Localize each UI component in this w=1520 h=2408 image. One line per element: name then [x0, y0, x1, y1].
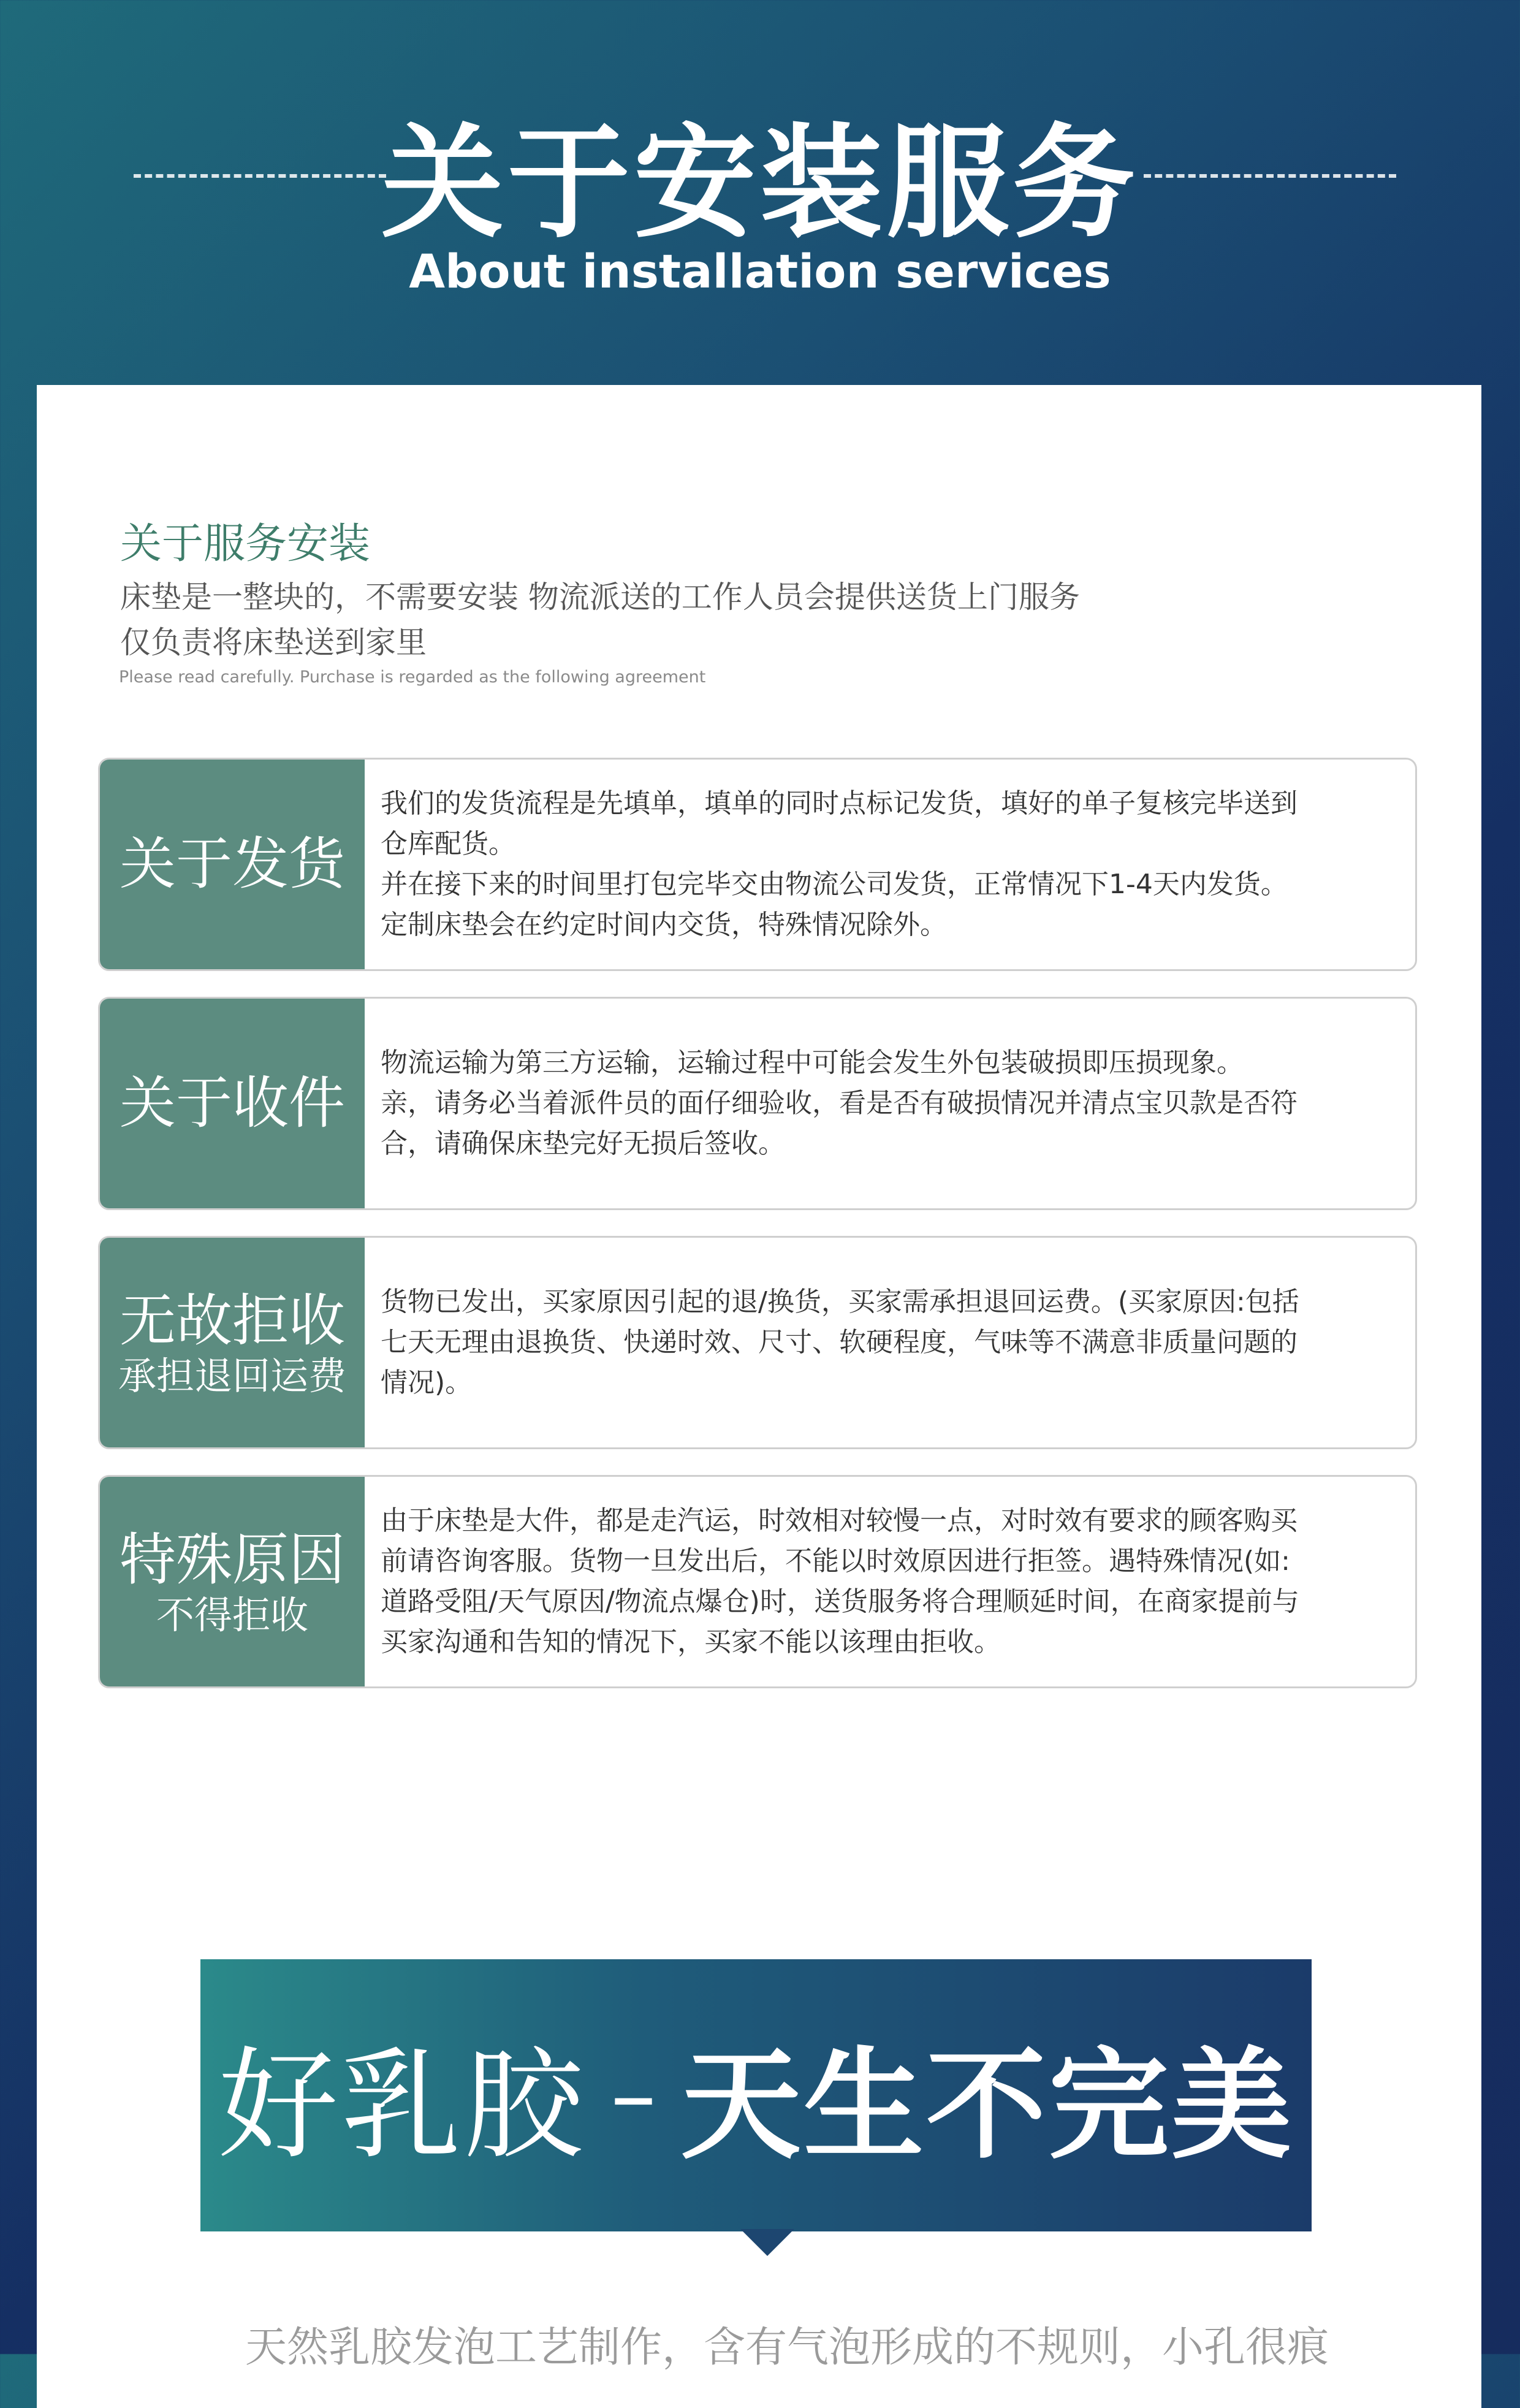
page-subtitle: About installation services: [409, 244, 1111, 299]
banner-pointer-arrow: [740, 2229, 794, 2256]
card-text-line: 合，请确保床垫完好无损后签收。: [381, 1128, 785, 1159]
intro-line-2: 仅负责将床垫送到家里: [120, 625, 427, 660]
info-card-shipping: [98, 758, 1417, 971]
card-label-box: [100, 999, 365, 1208]
card-text-line: 由于床垫是大件，都是走汽运，时效相对较慢一点，对时效有要求的顾客购买: [381, 1505, 1298, 1536]
card-text-line: 我们的发货流程是先填单，填单的同时点标记发货，填好的单子复核完毕送到: [381, 788, 1298, 819]
card-text-line: 并在接下来的时间里打包完毕交由物流公司发货，正常情况下1-4天内发货。: [381, 869, 1288, 900]
card-text-line: 物流运输为第三方运输，运输过程中可能会发生外包装破损即压损现象。: [381, 1047, 1244, 1078]
card-body: [381, 760, 1403, 969]
card-label-box: [100, 1238, 365, 1447]
card-label-box: [100, 760, 365, 969]
info-card-receiving: [98, 997, 1417, 1210]
card-sublabel: 承担退回运费: [118, 1354, 346, 1398]
card-label: 关于收件: [119, 1070, 345, 1136]
bottom-description: 天然乳胶发泡工艺制作，含有气泡形成的不规则，小孔很痕: [245, 2323, 1329, 2372]
card-label: 无故拒收: [119, 1288, 345, 1354]
card-text-line: 情况)。: [381, 1367, 473, 1398]
page-title: 关于安装服务: [381, 112, 1139, 255]
card-sublabel: 不得拒收: [156, 1593, 308, 1637]
card-text-line: 买家沟通和告知的情况下，买家不能以该理由拒收。: [381, 1626, 1001, 1658]
card-text-line: 前请咨询客服。货物一旦发出后，不能以时效原因进行拒签。遇特殊情况(如:: [381, 1545, 1290, 1577]
card-text-line: 道路受阻/天气原因/物流点爆仓)时，送货服务将合理顺延时间，在商家提前与: [381, 1586, 1299, 1617]
slogan-banner: [200, 1959, 1312, 2231]
card-body: [381, 1238, 1403, 1447]
card-text-line: 定制床垫会在约定时间内交货，特殊情况除外。: [381, 909, 947, 940]
card-text-line: 亲，请务必当着派件员的面仔细验收，看是否有破损情况并清点宝贝款是否符: [381, 1088, 1298, 1119]
card-text-line: 七天无理由退换货、快递时效、尺寸、软硬程度，气味等不满意非质量问题的: [381, 1327, 1298, 1358]
card-label: 关于发货: [119, 831, 345, 897]
card-text-line: 货物已发出，买家原因引起的退/换货，买家需承担退回运费。(买家原因:包括: [381, 1286, 1299, 1317]
info-card-special: [98, 1475, 1417, 1688]
card-label: 特殊原因: [119, 1527, 345, 1593]
slogan-part-1: 好乳胶: [218, 2036, 586, 2176]
card-body: [381, 1477, 1403, 1686]
slogan-text: [200, 1959, 1312, 2231]
card-label-box: [100, 1477, 365, 1686]
intro-title: 关于服务安装: [120, 520, 371, 568]
card-text-line: 仓库配货。: [381, 828, 515, 859]
info-card-rejection: [98, 1236, 1417, 1449]
slogan-part-2: 天生不完美: [681, 2036, 1294, 2176]
slogan-separator: –: [610, 2042, 656, 2149]
intro-note: Please read carefully. Purchase is regarded as the following agreement: [119, 668, 706, 687]
intro-line-1: 床垫是一整块的，不需要安装 物流派送的工作人员会提供送货上门服务: [120, 579, 1080, 615]
card-body: [381, 999, 1403, 1208]
